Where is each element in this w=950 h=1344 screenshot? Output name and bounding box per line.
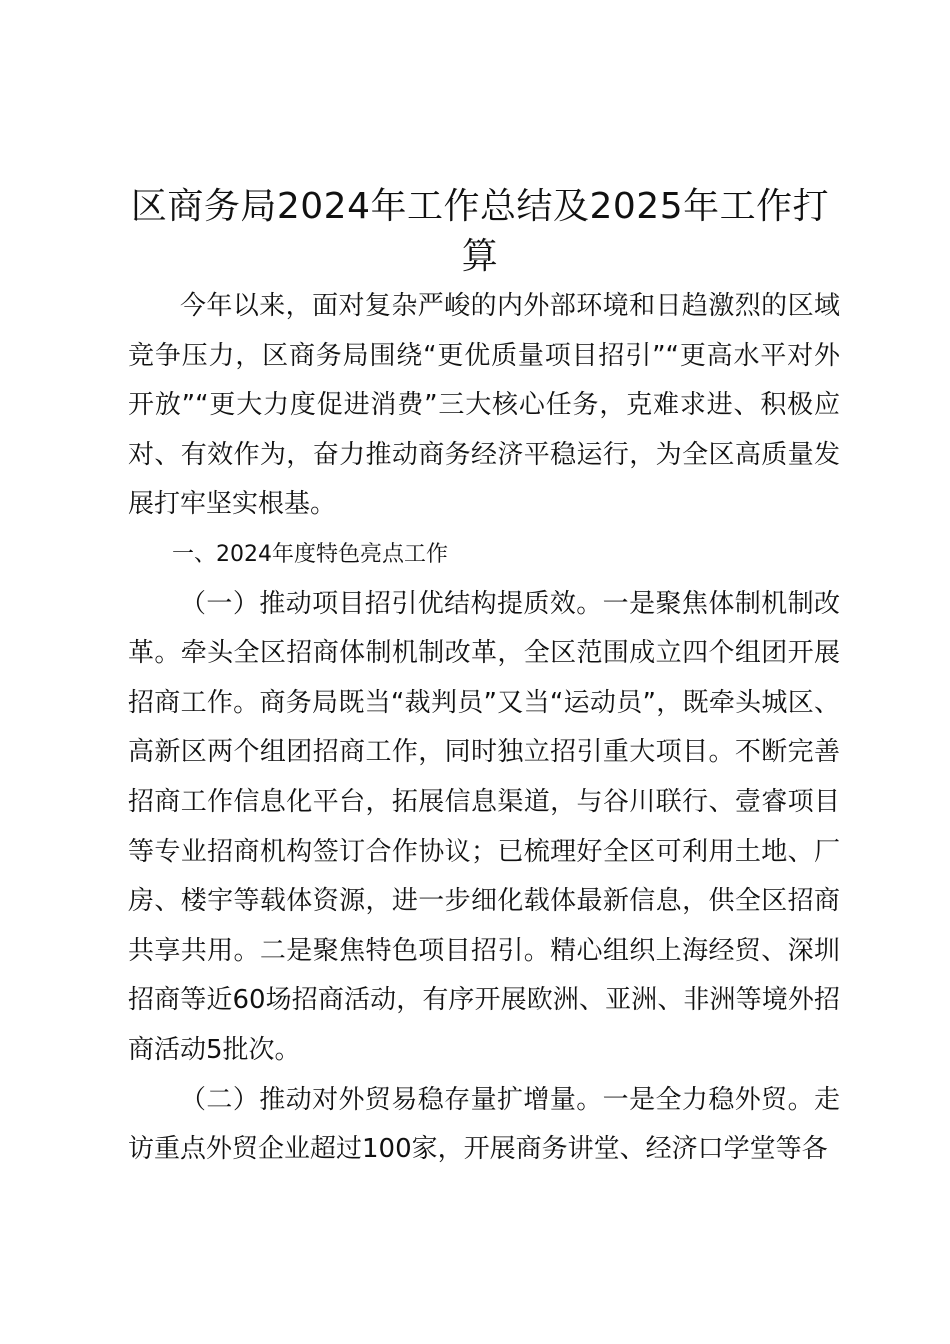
document-title: 区商务局2024年工作总结及2025年工作打算 [130,186,830,277]
document-body [128,282,840,1175]
section-heading: 一、2024年度特色亮点工作 [172,541,448,567]
intro-paragraph: 今年以来，面对复杂严峻的内外部环境和日趋激烈的区域竞争压力，区商务局围绕“更优质量项目招引”“更高水平对外开放”“更大力度促进消费”三大核心任务，克难求进、积极应对、有效作为，奋力推动商务经济平稳运行，为全区高质量发展打牢坚实根基。 [128,291,840,520]
body-paragraph: （二）推动对外贸易稳存量扩增量。一是全力稳外贸。走访重点外贸企业超过100家，开展商务讲堂、经济口学堂等各 [128,1084,840,1165]
body-paragraph: （一）推动项目招引优结构提质效。一是聚焦体制机制改革。牵头全区招商体制机制改革，全区范围成立四个组团开展招商工作。商务局既当“裁判员”又当“运动员”，既牵头城区、高新区两个组团招商工作，同时独立招引重大项目。不断完善招商工作信息化平台，拓展信息渠道，与谷川联行、壹睿项目等专业招商机构签订合作协议；已梳理好全区可利用土地、厂房、楼宇等载体资源，进一步细化载体最新信息，供全区招商共享共用。二是聚焦特色项目招引。精心组织上海经贸、深圳招商等近60场招商活动，有序开展欧洲、亚洲、非洲等境外招商活动5批次。 [128,588,840,1065]
